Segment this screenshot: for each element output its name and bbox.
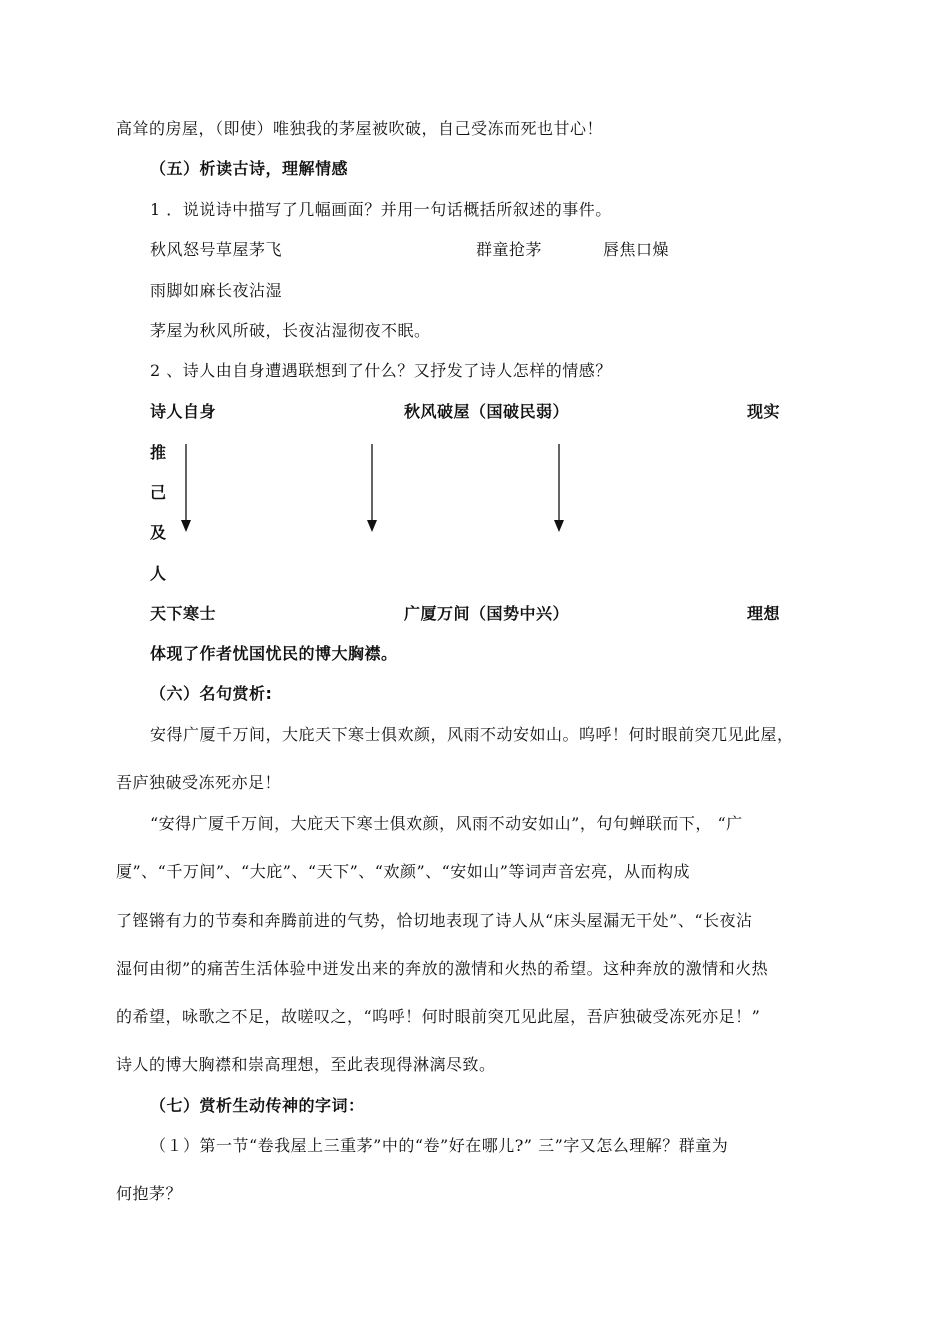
down-arrow-icon [553,444,565,532]
down-arrow-icon [366,444,378,532]
down-arrow-icon [180,444,192,532]
scene-2: 群童抢茅 [476,240,543,259]
section7-heading: （七）赏析生动传神的字词： [150,1096,365,1115]
section7-question-line-2: 何抱茅？ [116,1184,183,1203]
diagram-vertical-char: 及 [150,523,167,542]
analysis-line: 湿何由彻”的痛苦生活体验中迸发出来的奔放的激情和火热的希望。这种奔放的激情和火热 [116,959,769,978]
diagram-bottom-mid: 广厦万间（国势中兴） [404,604,570,623]
scene-4: 雨脚如麻长夜沾湿 [150,281,283,300]
diagram-top-mid: 秋风破屋（国破民弱） [404,402,570,421]
analysis-line: 厦”、“千万间”、“大庇”、“天下”、“欢颜”、“安如山”等词声音宏亮，从而构成 [116,862,690,881]
diagram-bottom-right: 理想 [747,604,781,623]
diagram-vertical-char: 人 [150,564,167,583]
question-2: 2 、诗人由自身遭遇联想到了什么？又抒发了诗人怎样的情感？ [150,361,612,380]
section7-question-line-1: （１）第一节“卷我屋上三重茅”中的“卷”好在哪儿?” 三”字又怎么理解？群童为 [150,1136,729,1155]
question-1: 1 ．说说诗中描写了几幅画面？并用一句话概括所叙述的事件。 [150,200,612,219]
analysis-line: “安得广厦千万间，大庇天下寒士俱欢颜，风雨不动安如山”，句句蝉联而下， “广 [150,814,743,833]
event-summary: 茅屋为秋风所破，长夜沾湿彻夜不眠。 [150,321,431,340]
section5-heading: （五）析读古诗，理解情感 [150,159,349,178]
diagram-vertical-char: 己 [150,483,167,502]
section6-heading: （六）名句赏析: [150,684,273,703]
diagram-top-right: 现实 [747,402,781,421]
analysis-line: 了铿锵有力的节奏和奔腾前进的气势，恰切地表现了诗人从“床头屋漏无干处”、“长夜沾 [116,911,753,930]
analysis-line: 的希望，咏歌之不足，故嗟叹之，“呜呼！何时眼前突兀见此屋，吾庐独破受冻死亦足！” [116,1007,761,1026]
scene-1: 秋风怒号草屋茅飞 [150,240,283,259]
quote-line-2: 吾庐独破受冻死亦足！ [116,773,282,792]
conclusion: 体现了作者忧国忧民的博大胸襟。 [150,644,398,663]
diagram-top-left: 诗人自身 [150,402,217,421]
diagram-bottom-left: 天下寒士 [150,604,217,623]
analysis-line: 诗人的博大胸襟和崇高理想，至此表现得淋漓尽致。 [116,1055,496,1074]
diagram-vertical-char: 推 [150,443,167,462]
scene-3: 唇焦口燥 [603,240,670,259]
quote-line-1: 安得广厦千万间，大庇天下寒士俱欢颜，风雨不动安如山。呜呼！何时眼前突兀见此屋， [150,725,794,744]
intro-tail-text: 高耸的房屋，（即使）唯独我的茅屋被吹破，自己受冻而死也甘心！ [116,119,604,138]
